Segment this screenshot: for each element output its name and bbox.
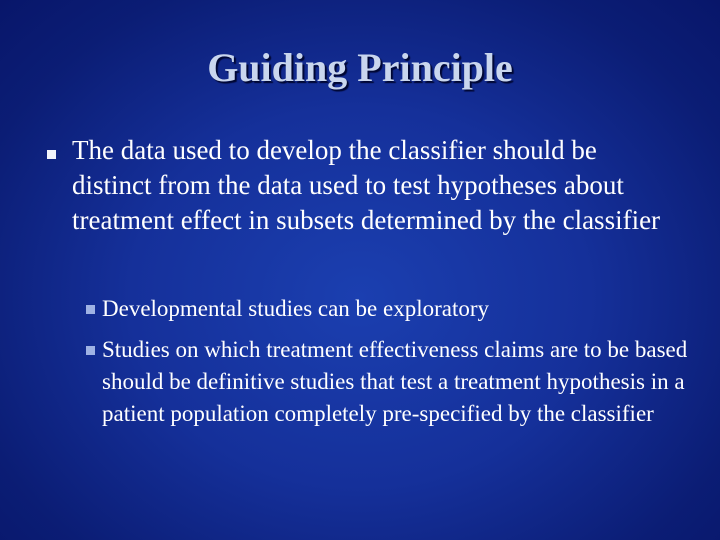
square-bullet-icon [86,346,95,355]
square-bullet-icon [86,305,95,314]
sub-bullet-text: Studies on which treatment effectiveness claims are to be based should be definitive studies that test a treatment hypothesis in a patient population completely pre-specified by the classifier [102,337,688,426]
square-bullet-icon [47,150,56,159]
slide-title: Guiding Principle [207,45,513,90]
sub-bullet-text: Developmental studies can be exploratory [102,296,490,321]
bullet-text: The data used to develop the classifier should be distinct from the data used to test hypotheses about treatment effect in subsets determined by the classifier [72,135,661,235]
